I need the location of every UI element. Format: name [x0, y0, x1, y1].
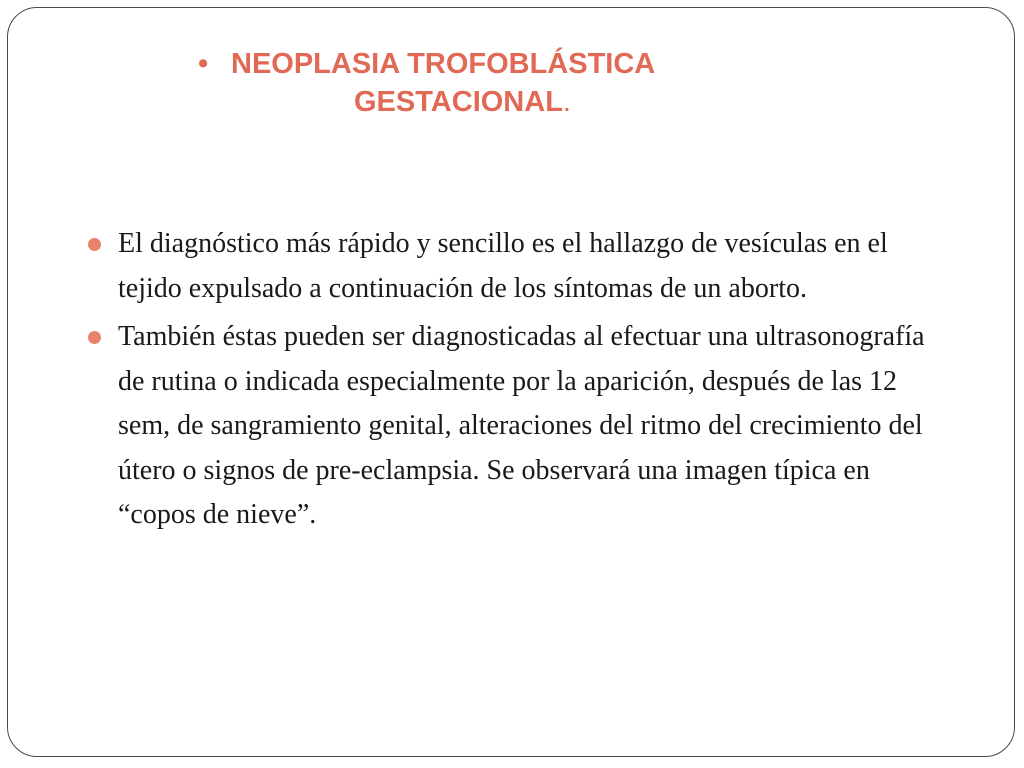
- title-period: .: [562, 86, 571, 118]
- bullet-text: El diagnóstico más rápido y sencillo es el hallazgo de vesículas en el tejido expulsado a continuación de los síntomas de un aborto.: [118, 228, 888, 304]
- bullet-dot-icon: [88, 331, 101, 344]
- list-item: [88, 222, 928, 311]
- title-line-1: NEOPLASIA TROFOBLÁSTICA: [231, 48, 656, 80]
- list-item: [88, 315, 928, 538]
- bullet-dot-icon: [88, 238, 101, 251]
- title-line-2: [354, 84, 571, 121]
- title-bullet-icon: •: [198, 48, 209, 80]
- title-line-2-text: GESTACIONAL: [354, 86, 563, 118]
- bullet-list: [88, 222, 928, 542]
- bullet-text: También éstas pueden ser diagnosticadas al efectuar una ultrasonografía de rutina o indicada especialmente por la aparición, después de las 12 sem, de sangramiento genital, alteraciones del ritmo del crecimiento del útero o signos de pre-eclampsia. Se observará una imagen típica en “copos de nieve”.: [118, 321, 925, 530]
